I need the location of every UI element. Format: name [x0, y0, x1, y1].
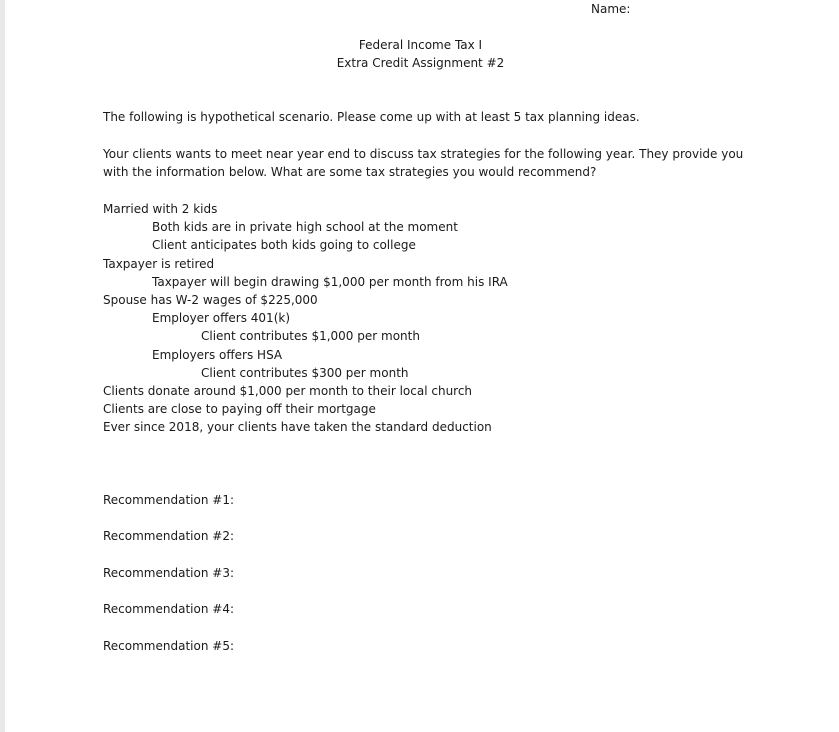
request-paragraph: Your clients wants to meet near year end to discuss tax strategies for the following year. They provide you with the information below. What are some tax strategies you would recommend? [103, 147, 744, 179]
fact-item: Taxpayer will begin drawing $1,000 per month from his IRA [152, 274, 508, 289]
fact-item: Employers offers HSA [152, 347, 283, 362]
fact-item: Employer offers 401(k) [152, 311, 291, 326]
recommendation-1-label: Recommendation #1: [103, 493, 234, 507]
recommendation-5-label: Recommendation #5: [103, 638, 234, 653]
fact-item: Taxpayer is retired [103, 256, 215, 271]
intro-paragraph: The following is hypothetical scenario. Please come up with at least 5 tax planning ideas. [103, 110, 640, 124]
fact-item: Spouse has W-2 wages of $225,000 [103, 292, 318, 307]
fact-item: Married with 2 kids [103, 202, 218, 216]
recommendation-3-label: Recommendation #3: [103, 565, 234, 580]
recommendation-4-label: Recommendation #4: [103, 602, 234, 617]
fact-item: Ever since 2018, your clients have taken the standard deduction [103, 420, 492, 435]
course-title: Federal Income Tax I [358, 38, 483, 52]
scenario-facts-list [103, 200, 508, 436]
assignment-title: Extra Credit Assignment #2 [336, 56, 505, 70]
fact-item: Client anticipates both kids going to college [152, 238, 416, 253]
fact-item: Both kids are in private high school at the moment [152, 220, 458, 235]
fact-item: Clients are close to paying off their mortgage [103, 402, 376, 417]
recommendations-list [103, 491, 234, 673]
fact-item: Client contributes $1,000 per month [201, 329, 420, 344]
name-label: Name: [591, 2, 631, 16]
fact-item: Client contributes $300 per month [201, 365, 409, 380]
recommendation-2-label: Recommendation #2: [103, 529, 234, 544]
fact-item: Clients donate around $1,000 per month to their local church [103, 383, 473, 398]
